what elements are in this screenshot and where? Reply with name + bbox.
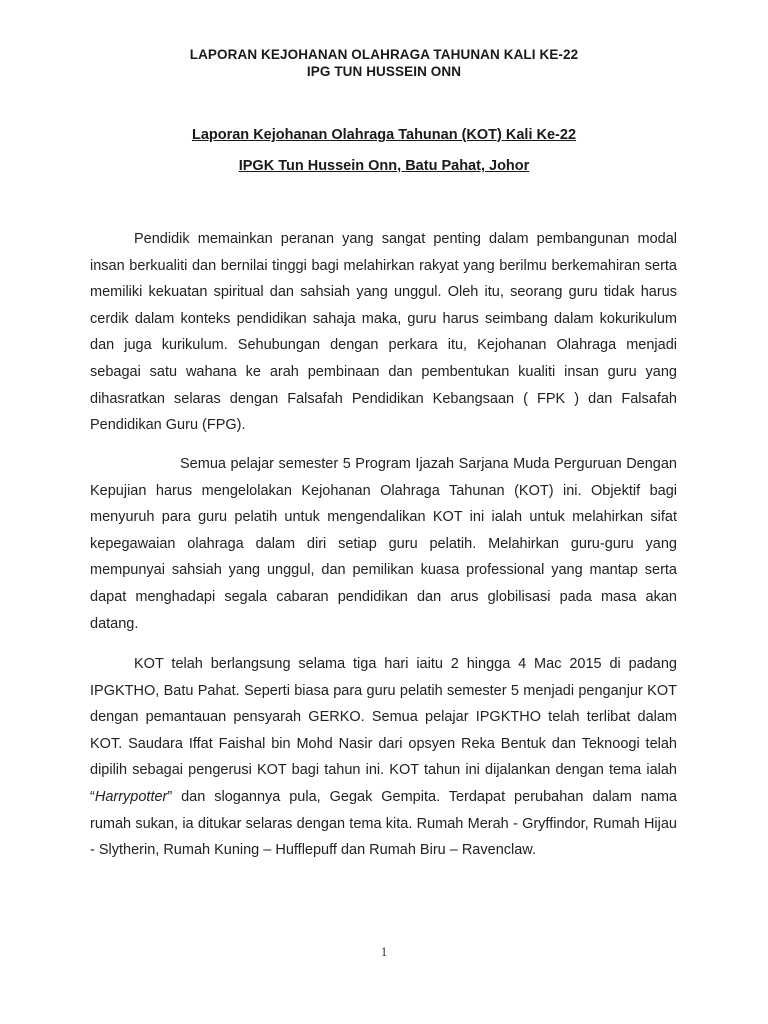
page-number: 1: [380, 944, 388, 959]
paragraph-3-part-2: ” dan slogannya pula, Gegak Gempita. Terdapat perubahan dalam nama rumah sukan, ia ditukar selaras dengan tema kita. Rumah Merah - Gryffindor, Rumah Hijau - Slytherin, Rumah Kuning – Hufflepuff dan Rumah Biru – Ravenclaw.: [90, 788, 677, 859]
paragraph-3: [90, 651, 677, 864]
running-header-title: LAPORAN KEJOHANAN OLAHRAGA TAHUNAN KALI KE-22: [189, 47, 579, 62]
paragraph-3-part-1: KOT telah berlangsung selama tiga hari iaitu 2 hingga 4 Mac 2015 di padang IPGKTHO, Batu Pahat. Seperti biasa para guru pelatih semester 5 menjadi penganjur KOT dengan pemantauan pensyarah GERKO. Semua pelajar IPGKTHO telah terlibat dalam KOT. Saudara Iffat Faishal bin Mohd Nasir dari opsyen Reka Bentuk dan Teknoogi telah dipilih sebagai pengerusi KOT bagi tahun ini. KOT tahun ini dijalankan dengan tema ialah “: [90, 656, 677, 805]
paragraph-1-text: Pendidik memainkan peranan yang sangat penting dalam pembangunan modal insan berkualiti dan bernilai tinggi bagi melahirkan rakyat yang berilmu berkemahiran serta memiliki kekuatan spiritual dan sahsiah yang unggul. Oleh itu, seorang guru tidak harus cerdik dalam konteks pendidikan sahaja maka, guru harus seimbang dalam kokurikulum dan juga kurikulum. Sehubungan dengan perkara itu, Kejohanan Olahraga menjadi sebagai satu wahana ke arah pembinaan dan pembentukan kualiti insan guru yang dihasratkan selaras dengan Falsafah Pendidikan Kebangsaan ( FPK ) dan Falsafah Pendidikan Guru (FPG).: [90, 231, 677, 434]
paragraph-2: [90, 451, 677, 637]
report-location: IPGK Tun Hussein Onn, Batu Pahat, Johor: [238, 158, 530, 174]
theme-name: Harrypotter: [94, 788, 168, 805]
paragraph-2-text: Semua pelajar semester 5 Program Ijazah Sarjana Muda Perguruan Dengan Kepujian harus mengelolakan Kejohanan Olahraga Tahunan (KOT) ini. Objektif bagi menyuruh para guru pelatih untuk mengendalikan KOT ini ialah untuk melahirkan sifat kepegawaian olahraga dalam diri setiap guru pelatih. Melahirkan guru-guru yang mempunyai sahsiah yang unggul, dan pemilikan kuasa professional yang mantap serta dapat menghadapi segala cabaran pendidikan dan arus globilisasi pada masa akan datang.: [90, 456, 677, 632]
report-title: Laporan Kejohanan Olahraga Tahunan (KOT) Kali Ke-22: [191, 127, 577, 143]
running-header-subtitle: IPG TUN HUSSEIN ONN: [306, 64, 462, 79]
paragraph-1: [90, 226, 677, 439]
paragraph-3-text: [90, 651, 677, 864]
